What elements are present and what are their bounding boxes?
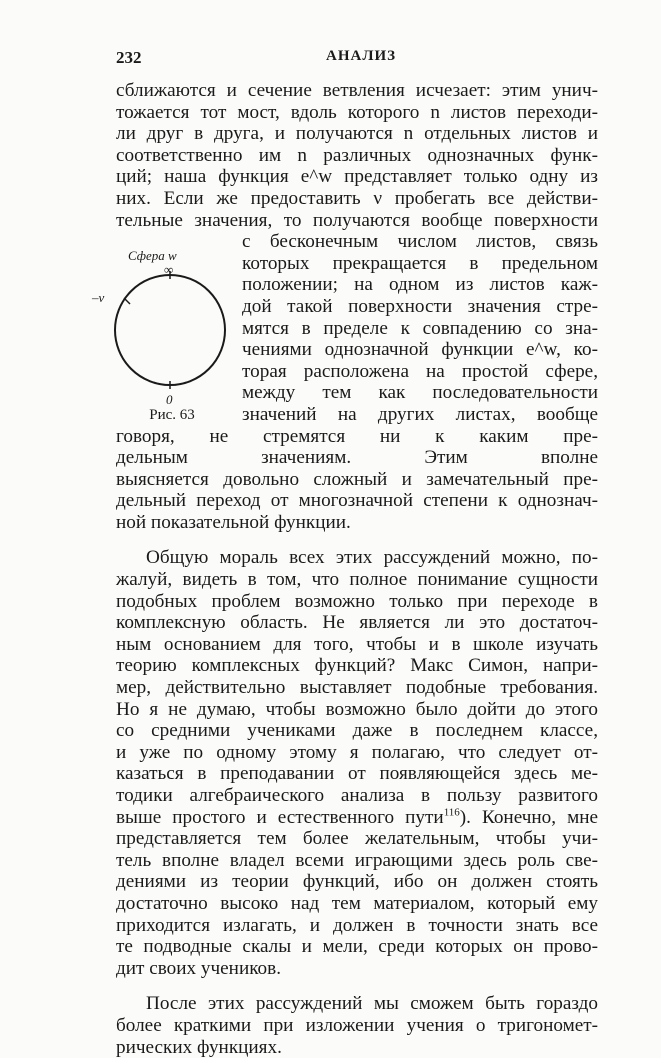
text-fragment: ). Конечно, мне <box>459 806 599 828</box>
text-line: те подводные скалы и мели, среди которых он прово- <box>116 936 598 958</box>
text-line: тельные значения, то получаются вообще поверхности <box>116 209 598 231</box>
text-line: тодики алгебраического анализа в пользу развитого <box>116 785 598 806</box>
footnote-ref: 116 <box>443 806 460 819</box>
paragraph-2 <box>116 547 598 979</box>
text-line: Общую мораль всех этих рассуждений можно, по- <box>146 547 598 569</box>
text-line: мятся в пределе к совпадению со зна- <box>242 317 598 339</box>
text-line: ной показательной функции. <box>116 511 351 533</box>
text-line: и уже по одному этому я полагаю, что следует от- <box>116 741 598 763</box>
sphere-label: Сфера w <box>128 248 177 264</box>
text-line: жалуй, видеть в том, что полное понимание сущности <box>116 569 598 591</box>
text-line: казаться в преподавании от появляющейся здесь ме- <box>116 763 598 785</box>
page-body <box>92 80 599 1058</box>
minus-nu-label: –ν <box>92 290 105 306</box>
text-line: ций; наша функция e^w представляет только одну из <box>116 166 598 188</box>
text-line: подобных проблем возможно только при переходе в <box>116 590 598 612</box>
text-line: сближаются и сечение ветвления исчезает: этим унич- <box>116 80 598 101</box>
text-line: ли друг в друга, и получаются n отдельных листов и <box>116 123 598 145</box>
text-line: между тем как последовательности <box>242 382 598 404</box>
text-line: представляется тем более желательным, чтобы учи- <box>116 828 598 850</box>
text-line: говоря, не стремятся ни к каким пре- <box>116 425 598 447</box>
text-line: положении; на одном из листов каж- <box>242 274 598 296</box>
text-line <box>116 807 598 829</box>
figure-caption: Рис. 63 <box>149 407 195 424</box>
text-line: со средними учениками даже в последнем классе, <box>116 720 598 742</box>
zero-label: 0 <box>166 392 173 408</box>
text-line: соответственно им n различных однозначных функ- <box>116 144 598 166</box>
text-line: торая расположена на простой сфере, <box>242 360 598 382</box>
text-line: дой такой поверхности значения стре- <box>242 295 598 317</box>
paragraph-1 <box>92 80 598 533</box>
text-line: более краткими при изложении учения о тригономет- <box>116 1014 598 1036</box>
text-line: приходится излагать, и должен в точности знать все <box>116 914 598 936</box>
text-line: дит своих учеников. <box>116 957 282 979</box>
text-line: с бесконечным числом листов, связь <box>242 231 598 253</box>
text-line: После этих рассуждений мы сможем быть гораздо <box>146 993 598 1015</box>
text-line: них. Если же предоставить ν пробегать все действи- <box>116 187 598 209</box>
text-line: теорию комплексных функций? Макс Симон, напри- <box>116 655 598 677</box>
text-line: комплексную область. Не является ли это достаточ- <box>116 612 598 634</box>
text-line: дельным значениям. Этим вполне <box>116 447 598 469</box>
running-header <box>116 48 596 72</box>
text-line: тель вполне владел всеми играющими здесь роль све- <box>116 849 598 871</box>
text-line: рических функциях. <box>116 1036 282 1058</box>
text-line: ным основанием для того, чтобы и в школе изучать <box>116 633 598 655</box>
paragraph-3 <box>116 993 598 1058</box>
text-fragment: выше простого и естественного пути <box>116 806 444 828</box>
text-line: дельный переход от многозначной степени к однознач- <box>116 490 598 512</box>
page-number: 232 <box>116 48 142 67</box>
running-title: АНАЛИЗ <box>326 48 397 64</box>
text-line: чениями однозначной функции e^w, ко- <box>242 339 598 361</box>
text-line: тожается тот мост, вдоль которого n листов переходи- <box>116 101 598 123</box>
figure-63 <box>92 235 228 424</box>
text-line: выясняется довольно сложный и замечательный пре- <box>116 468 598 490</box>
text-line: достаточно высоко над тем материалом, который ему <box>116 892 598 914</box>
text-line: мер, действительно выставляет подобные требования. <box>116 677 598 699</box>
text-line: дениями из теории функций, ибо он должен стоять <box>116 871 598 893</box>
text-line: Но я не думаю, чтобы возможно было дойти до этого <box>116 698 598 720</box>
minus-nu-tick <box>124 298 130 304</box>
text-line: которых прекращается в предельном <box>242 252 598 274</box>
infinity-label: ∞ <box>164 262 174 278</box>
text-line: значений на других листах, вообще <box>242 403 598 425</box>
sphere-circle <box>115 275 225 385</box>
